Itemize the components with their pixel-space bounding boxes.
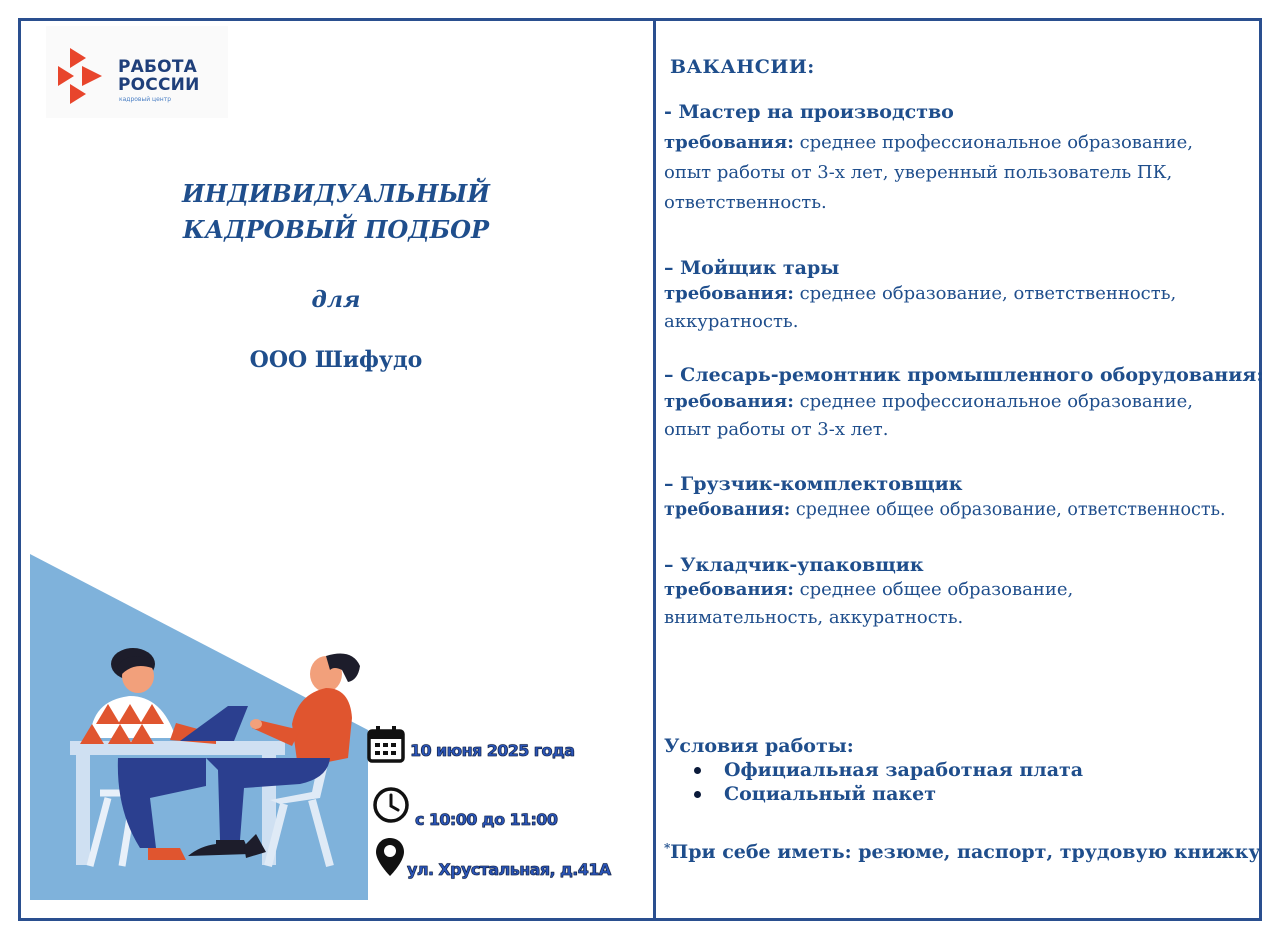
location-pin-icon — [374, 836, 406, 878]
requirement-line: среднее общее образование, — [799, 579, 1074, 600]
requirements-label: требования: — [664, 132, 794, 153]
requirement-line: внимательность, аккуратность. — [664, 607, 964, 628]
requirement-line: среднее профессиональное образование, — [799, 132, 1194, 153]
condition-text: Социальный пакет — [724, 783, 936, 805]
requirements-label: требования: — [664, 391, 794, 412]
requirement-line: среднее общее образование, ответственность. — [795, 500, 1226, 520]
requirements-label: требования: — [664, 500, 791, 520]
conditions-list — [694, 758, 1083, 806]
logo-subtitle: кадровый центр — [119, 96, 172, 103]
vacancy-1-title: - Мастер на производство — [664, 101, 954, 123]
requirements-label: требования: — [664, 283, 794, 304]
column-divider — [653, 18, 656, 921]
event-date: 10 июня 2025 года — [410, 740, 575, 760]
vacancy-5-requirements — [664, 576, 1264, 632]
condition-text: Официальная заработная плата — [724, 759, 1084, 781]
calendar-icon — [366, 724, 406, 764]
conditions-heading: Условия работы: — [664, 735, 854, 757]
vacancy-3-requirements — [664, 388, 1264, 444]
note-text: При себе иметь: резюме, паспорт, трудовую книжку — [670, 841, 1261, 863]
company-name: ООО Шифудо — [249, 347, 423, 373]
vacancy-1-requirements — [664, 128, 1264, 218]
condition-item — [694, 758, 1083, 782]
requirement-line: среднее профессиональное образование, — [799, 391, 1194, 412]
bring-with-you-note — [664, 841, 1264, 863]
for-label: для — [311, 287, 361, 313]
logo-line1: РАБОТА — [118, 57, 197, 77]
title-line2: КАДРОВЫЙ ПОДБОР — [182, 215, 490, 244]
requirements-label: требования: — [664, 579, 794, 600]
condition-item — [694, 782, 1083, 806]
logo-text — [118, 58, 200, 94]
bullet-icon — [694, 791, 701, 798]
requirement-line: среднее образование, ответственность, — [799, 283, 1177, 304]
event-time-row — [372, 780, 557, 829]
interview-illustration — [30, 548, 368, 900]
asterisk-icon: * — [664, 841, 671, 855]
bullet-icon — [694, 767, 701, 774]
vacancy-4-requirements — [664, 496, 1264, 524]
event-time: с 10:00 до 11:00 — [415, 810, 558, 829]
logo-line2: РОССИИ — [118, 75, 200, 95]
vacancy-3-title: – Слесарь-ремонтник промышленного оборудования: — [664, 364, 1264, 386]
logo-arrows-icon — [56, 48, 110, 104]
vacancies-heading: ВАКАНСИИ: — [670, 56, 815, 78]
event-address: ул. Хрустальная, д.41А — [407, 860, 611, 879]
vacancy-2-requirements — [664, 280, 1264, 336]
rabota-rossii-logo — [46, 26, 228, 118]
event-address-row — [374, 834, 611, 879]
vacancy-4-title: – Грузчик-комплектовщик — [664, 473, 963, 495]
event-date-row — [366, 724, 574, 764]
requirement-line: опыт работы от 3-х лет. — [664, 419, 889, 440]
clock-icon — [372, 786, 410, 824]
title-line1: ИНДИВИДУАЛЬНЫЙ — [182, 179, 490, 208]
vacancy-2-title: – Мойщик тары — [664, 257, 840, 279]
vacancy-5-title: – Укладчик-упаковщик — [664, 554, 924, 576]
requirement-line: ответственность. — [664, 192, 827, 213]
requirement-line: аккуратность. — [664, 311, 799, 332]
requirement-line: опыт работы от 3-х лет, уверенный пользователь ПК, — [664, 162, 1173, 183]
